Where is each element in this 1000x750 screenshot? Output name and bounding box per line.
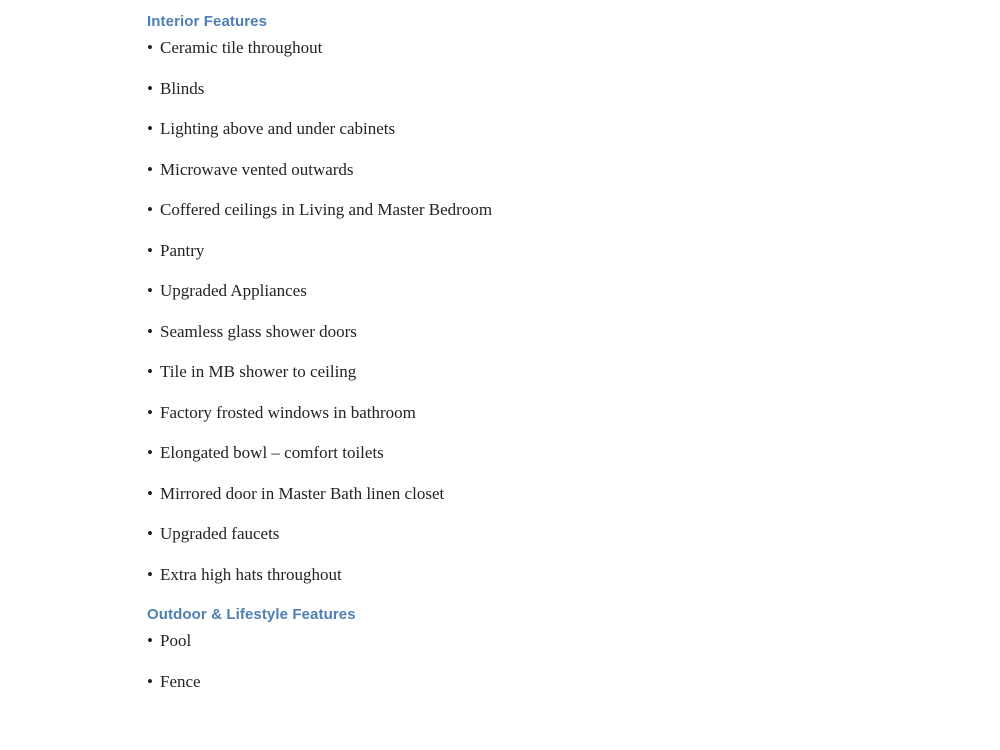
feature-text: Upgraded Appliances — [160, 281, 307, 300]
bullet-icon: • — [147, 159, 153, 179]
bullet-icon: • — [147, 321, 153, 341]
bullet-icon: • — [147, 281, 153, 300]
feature-text: Coffered ceilings in Living and Master Bedroom — [160, 200, 493, 219]
feature-text: Lighting above and under cabinets — [160, 119, 396, 138]
section-title-interior: Interior Features — [147, 13, 268, 30]
feature-text: Blinds — [160, 78, 205, 98]
feature-text: Tile in MB shower to ceiling — [160, 362, 357, 381]
list-item — [147, 80, 960, 97]
bullet-icon: • — [147, 443, 153, 462]
feature-text: Microwave vented outwards — [160, 159, 354, 179]
list-item — [147, 323, 960, 340]
list-item — [147, 525, 960, 542]
list-item — [147, 444, 960, 461]
list-item — [147, 673, 960, 690]
feature-text: Factory frosted windows in bathroom — [160, 402, 416, 422]
bullet-icon: • — [147, 362, 153, 381]
list-item — [147, 201, 960, 218]
bullet-icon: • — [147, 564, 153, 584]
list-item — [147, 363, 960, 380]
feature-text: Ceramic tile throughout — [160, 38, 323, 57]
bullet-icon: • — [147, 524, 153, 543]
feature-text: Fence — [160, 671, 201, 691]
list-item — [147, 632, 960, 649]
list-item — [147, 120, 960, 137]
bullet-icon: • — [147, 200, 153, 219]
feature-text: Upgraded faucets — [160, 524, 280, 543]
bullet-icon: • — [147, 402, 153, 422]
feature-text: Seamless glass shower doors — [160, 321, 357, 341]
list-item — [147, 485, 960, 502]
bullet-icon: • — [147, 119, 153, 138]
list-item — [147, 282, 960, 299]
feature-text: Mirrored door in Master Bath linen closet — [160, 483, 445, 503]
bullet-icon: • — [147, 671, 153, 691]
feature-text: Elongated bowl – comfort toilets — [160, 443, 384, 462]
feature-text: Pool — [160, 631, 192, 650]
list-item — [147, 161, 960, 178]
bullet-icon: • — [147, 38, 153, 57]
section-title-outdoor: Outdoor & Lifestyle Features — [147, 606, 356, 623]
list-item — [147, 566, 960, 583]
outdoor-feature-list — [147, 632, 960, 690]
bullet-icon: • — [147, 483, 153, 503]
bullet-icon: • — [147, 631, 153, 650]
feature-text: Pantry — [160, 240, 205, 260]
section-outdoor-lifestyle-features — [147, 606, 960, 690]
bullet-icon: • — [147, 240, 153, 260]
bullet-icon: • — [147, 78, 153, 98]
feature-text: Extra high hats throughout — [160, 564, 342, 584]
section-interior-features — [147, 13, 960, 583]
list-item — [147, 404, 960, 421]
list-item — [147, 242, 960, 259]
list-item — [147, 39, 960, 56]
interior-feature-list — [147, 39, 960, 583]
